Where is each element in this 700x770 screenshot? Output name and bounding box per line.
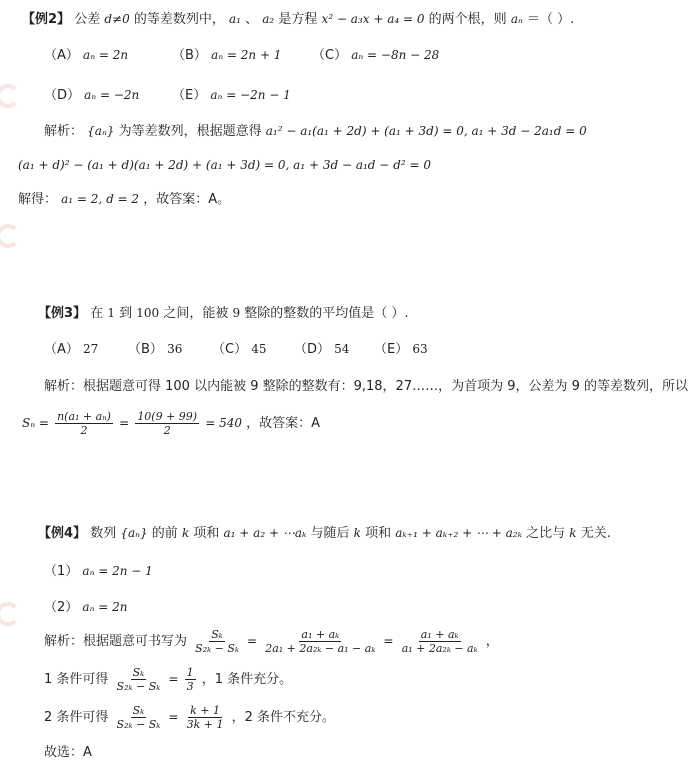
condition-expr: aₙ = 2n − 1: [82, 564, 153, 578]
option-value: 36: [167, 342, 183, 356]
solution-text: 解析：根据题意可书写为: [44, 634, 188, 649]
ex2-q-text: 、: [245, 12, 259, 27]
ex2-question: [22, 10, 574, 29]
equals-sign: =: [383, 634, 394, 648]
ex4-q-text: 的前: [151, 526, 178, 541]
equals-sign: =: [168, 672, 179, 686]
ex4-q-text: 项和: [365, 526, 392, 541]
option-label: （B）: [128, 342, 163, 357]
answer-label: 解得：: [18, 192, 58, 207]
solution-tail: ，: [485, 634, 499, 649]
ex2-label: 【例2】: [22, 12, 71, 27]
ex2-q-text: 的两个根，则: [428, 12, 507, 27]
condition-label: （1）: [44, 564, 79, 579]
ex3-option-d: [294, 340, 349, 359]
formula-fraction-1: [55, 410, 113, 437]
fraction-denominator: 2a₁ + 2a₂ₖ − a₁ − aₖ: [265, 642, 376, 655]
option-label: （A）: [44, 342, 79, 357]
ex3-formula: [22, 408, 320, 439]
formula-fraction-2: [135, 410, 199, 437]
ex4-label: 【例4】: [38, 526, 87, 541]
ex2-q-math: d≠0: [104, 12, 130, 26]
ex4-solution: [44, 626, 499, 657]
ex4-q-text: 无关.: [580, 526, 611, 541]
fraction-denominator: 3k + 1: [186, 718, 224, 731]
ex2-option-d: [44, 86, 139, 105]
formula-lhs: Sₙ =: [22, 416, 49, 430]
fraction-denominator: S₂ₖ − Sₖ: [116, 680, 161, 693]
equals-sign: =: [247, 634, 258, 648]
formula-result: = 540: [205, 416, 243, 430]
fraction-numerator: a₁ + aₖ: [301, 628, 340, 641]
condition-expr: aₙ = 2n: [82, 600, 128, 614]
solution-equation: (a₁ + d)² − (a₁ + d)(a₁ + 2d) + (a₁ + 3d) = 0, a₁ + 3d − a₁d − d² = 0: [18, 158, 431, 172]
ex2-option-b: [172, 46, 281, 65]
ex3-option-c: [212, 340, 267, 359]
option-value: 27: [83, 342, 99, 356]
fraction-denominator: 3: [186, 680, 194, 693]
ex2-solution-line2: [18, 156, 431, 175]
ex4-q-text: 项和: [193, 526, 220, 541]
option-label: （E）: [172, 88, 207, 103]
ex4-condition-1: [44, 562, 153, 581]
result-tail: ，1 条件充分。: [201, 672, 293, 687]
option-value: 54: [334, 342, 350, 356]
ex3-q-text: 整除的整数的平均值是（ ）.: [244, 306, 409, 321]
solution-text: 解析：根据题意可得 100 以内能被 9 整除的整数有：9,18，27……，为首项为 9，公差为 9 的等差数列，所以: [44, 379, 689, 394]
ex4-final-answer: [44, 744, 92, 762]
ex3-q-math: 100: [136, 306, 160, 320]
ex3-q-text: 之间，能被: [163, 306, 229, 321]
solution-fraction-1: [193, 628, 241, 655]
option-value: 45: [251, 342, 267, 356]
fraction-denominator: 2: [80, 424, 88, 437]
solution-math: {aₙ}: [87, 124, 115, 138]
ex3-question: [38, 304, 409, 323]
condition-label: （2）: [44, 600, 79, 615]
option-label: （A）: [44, 48, 79, 63]
ex2-option-c: [312, 46, 439, 65]
ex3-q-math: 9: [232, 306, 241, 320]
ex4-condition-2: [44, 598, 128, 617]
fraction-numerator: 1: [186, 666, 194, 679]
fraction-numerator: Sₖ: [132, 666, 145, 679]
option-label: （E）: [374, 342, 409, 357]
option-label: （C）: [312, 48, 348, 63]
option-expr: aₙ = −8n − 28: [351, 48, 440, 62]
result-fraction: [115, 704, 163, 731]
ex3-q-text: 在: [90, 306, 104, 321]
ex2-solution: [44, 122, 587, 141]
answer-math: a₁ = 2, d = 2: [61, 192, 140, 206]
ex4-q-math: {aₙ}: [120, 526, 148, 540]
fraction-numerator: Sₖ: [132, 704, 145, 717]
ex3-label: 【例3】: [38, 306, 87, 321]
ex2-q-text: 的等差数列中，: [133, 12, 225, 27]
final-answer-text: 故选：A: [44, 745, 92, 760]
ex2-q-math: a₁: [229, 12, 241, 26]
ex3-q-text: 到: [119, 306, 133, 321]
option-label: （C）: [212, 342, 248, 357]
fraction-numerator: 10(9 + 99): [137, 410, 198, 423]
option-expr: aₙ = −2n − 1: [210, 88, 291, 102]
result-tail: ，2 条件不充分。: [231, 710, 336, 725]
solution-text: 为等差数列，根据题意得: [118, 124, 262, 139]
solution-label: 解析：: [44, 124, 84, 139]
result-text: 2 条件可得: [44, 710, 109, 725]
fraction-denominator: S₂ₖ − Sₖ: [195, 642, 239, 655]
ex2-q-text: 是方程: [278, 12, 318, 27]
solution-equation: a₁² − a₁(a₁ + 2d) + (a₁ + 3d) = 0, a₁ + 3d − 2a₁d = 0: [265, 124, 587, 138]
margin-mark-3: [0, 602, 20, 626]
option-label: （D）: [294, 342, 331, 357]
ex2-q-text: 公差: [74, 12, 101, 27]
option-expr: aₙ = 2n: [83, 48, 129, 62]
fraction-numerator: n(a₁ + aₙ): [57, 410, 111, 423]
equals-sign: =: [168, 710, 179, 724]
ex3-option-a: [44, 340, 98, 359]
ex2-option-e: [172, 86, 291, 105]
ex4-q-text: 数列: [90, 526, 117, 541]
ex4-q-math: k: [181, 526, 190, 540]
margin-mark-2: [0, 224, 20, 248]
option-label: （B）: [172, 48, 207, 63]
ex4-q-text: 与随后: [310, 526, 350, 541]
ex2-q-math: x² − a₃x + a₄ = 0: [321, 12, 425, 26]
margin-mark-1: [0, 84, 20, 108]
solution-fraction-2: [263, 628, 377, 655]
ex3-solution: [44, 378, 688, 396]
ex4-q-math: k: [353, 526, 361, 540]
fraction-denominator: a₁ + 2a₂ₖ − aₖ: [401, 642, 478, 655]
result-text: 1 条件可得: [44, 672, 109, 687]
fraction-numerator: Sₖ: [211, 628, 223, 641]
solution-fraction-3: [400, 628, 480, 655]
answer-text: ，故答案：A。: [143, 192, 231, 207]
formula-tail: ，故答案：A: [246, 416, 321, 431]
ex4-q-text: 之比与: [526, 526, 566, 541]
result-value-fraction: [185, 704, 226, 731]
option-value: 63: [412, 342, 428, 356]
ex2-option-a: [44, 46, 128, 65]
ex2-q-math: a₂: [262, 12, 275, 26]
option-expr: aₙ = 2n + 1: [211, 48, 282, 62]
fraction-numerator: k + 1: [190, 704, 220, 717]
option-expr: aₙ = −2n: [84, 88, 140, 102]
ex4-question: [38, 524, 611, 543]
ex2-q-math: aₙ: [510, 12, 523, 26]
result-fraction: [115, 666, 163, 693]
ex3-option-e: [374, 340, 428, 359]
ex2-answer: [18, 190, 230, 209]
ex4-q-math: a₁ + a₂ + ⋯aₖ: [223, 526, 307, 540]
option-label: （D）: [44, 88, 81, 103]
ex2-q-text: ＝（ ）.: [526, 12, 575, 27]
ex4-cond2-result: [44, 702, 335, 733]
ex4-cond1-result: [44, 664, 292, 695]
equals-sign: =: [119, 416, 130, 430]
ex4-q-math: aₖ₊₁ + aₖ₊₂ + ⋯ + a₂ₖ: [395, 526, 522, 540]
fraction-denominator: S₂ₖ − Sₖ: [116, 718, 161, 731]
result-value-fraction: [185, 666, 196, 693]
fraction-numerator: a₁ + aₖ: [420, 628, 459, 641]
ex3-q-math: 1: [107, 306, 115, 320]
ex4-q-math: k: [569, 526, 577, 540]
ex3-option-b: [128, 340, 182, 359]
fraction-denominator: 2: [163, 424, 171, 437]
